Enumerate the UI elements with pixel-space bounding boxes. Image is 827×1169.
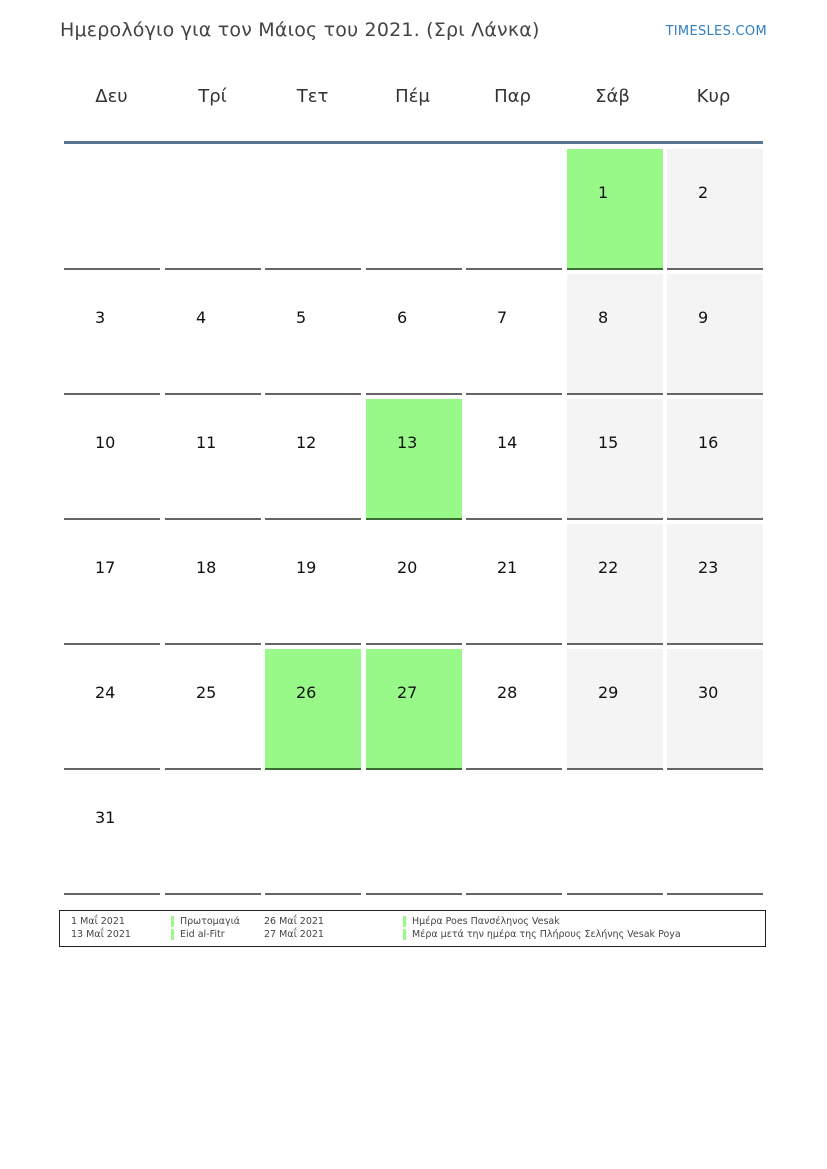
weekend-day-cell[interactable] xyxy=(667,399,763,520)
weekend-day-cell[interactable] xyxy=(567,524,663,645)
day-number: 12 xyxy=(296,433,317,452)
legend-holiday-name: Πρωτομαγιά xyxy=(171,916,240,927)
weekend-day-cell[interactable] xyxy=(667,274,763,395)
day-cell[interactable] xyxy=(366,274,462,395)
day-cell[interactable] xyxy=(265,524,361,645)
day-number: 18 xyxy=(196,558,217,577)
day-number: 9 xyxy=(698,308,709,327)
day-number: 15 xyxy=(598,433,619,452)
legend-holiday-name: Eid al-Fitr xyxy=(171,929,225,940)
day-number: 17 xyxy=(95,558,116,577)
day-cell[interactable] xyxy=(466,649,562,770)
day-cell[interactable] xyxy=(466,274,562,395)
weekday-label: Τετ xyxy=(296,86,329,107)
day-cell[interactable] xyxy=(265,399,361,520)
weekend-day-cell[interactable] xyxy=(567,399,663,520)
calendar-grid xyxy=(64,149,763,895)
day-cell[interactable] xyxy=(466,524,562,645)
weekday-label: Κυρ xyxy=(696,86,731,107)
empty-day-cell xyxy=(165,774,261,895)
day-cell[interactable] xyxy=(165,274,261,395)
day-cell[interactable] xyxy=(64,524,160,645)
day-cell[interactable] xyxy=(265,274,361,395)
empty-day-cell xyxy=(165,149,261,270)
day-number: 13 xyxy=(397,433,418,452)
page-title: Ημερολόγιο για τον Μάιος του 2021. (Σρι Λάνκα) xyxy=(60,19,540,41)
empty-day-cell xyxy=(667,774,763,895)
day-number: 19 xyxy=(296,558,317,577)
day-number: 5 xyxy=(296,308,307,327)
weekend-day-cell[interactable] xyxy=(567,649,663,770)
day-number: 7 xyxy=(497,308,508,327)
day-cell[interactable] xyxy=(165,524,261,645)
weekend-day-cell[interactable] xyxy=(667,149,763,270)
day-number: 14 xyxy=(497,433,518,452)
weekend-day-cell[interactable] xyxy=(567,274,663,395)
legend-holiday-name: Ημέρα Poes Πανσέληνος Vesak xyxy=(403,916,560,927)
day-number: 1 xyxy=(598,183,609,202)
day-cell[interactable] xyxy=(366,524,462,645)
day-number: 26 xyxy=(296,683,317,702)
day-number: 25 xyxy=(196,683,217,702)
holiday-day-cell[interactable] xyxy=(567,149,663,270)
day-number: 23 xyxy=(698,558,719,577)
weekday-header xyxy=(64,86,763,122)
holiday-day-cell[interactable] xyxy=(366,649,462,770)
day-number: 16 xyxy=(698,433,719,452)
day-number: 6 xyxy=(397,308,408,327)
empty-day-cell xyxy=(466,149,562,270)
holiday-day-cell[interactable] xyxy=(265,649,361,770)
empty-day-cell xyxy=(366,774,462,895)
day-number: 8 xyxy=(598,308,609,327)
day-number: 27 xyxy=(397,683,418,702)
day-number: 10 xyxy=(95,433,116,452)
day-cell[interactable] xyxy=(165,649,261,770)
legend-row xyxy=(60,916,765,929)
day-cell[interactable] xyxy=(466,399,562,520)
weekend-day-cell[interactable] xyxy=(667,524,763,645)
holiday-legend xyxy=(59,910,766,947)
day-number: 20 xyxy=(397,558,418,577)
day-cell[interactable] xyxy=(64,274,160,395)
legend-row xyxy=(60,929,765,942)
day-number: 3 xyxy=(95,308,106,327)
day-number: 21 xyxy=(497,558,518,577)
holiday-day-cell[interactable] xyxy=(366,399,462,520)
empty-day-cell xyxy=(64,149,160,270)
day-number: 24 xyxy=(95,683,116,702)
day-cell[interactable] xyxy=(64,774,160,895)
day-cell[interactable] xyxy=(64,649,160,770)
empty-day-cell xyxy=(265,774,361,895)
day-number: 11 xyxy=(196,433,217,452)
weekend-day-cell[interactable] xyxy=(667,649,763,770)
empty-day-cell xyxy=(366,149,462,270)
day-number: 4 xyxy=(196,308,207,327)
weekday-label: Παρ xyxy=(494,86,531,107)
header-divider xyxy=(64,141,763,144)
legend-date: 26 Μαΐ 2021 xyxy=(264,916,324,927)
empty-day-cell xyxy=(265,149,361,270)
day-number: 22 xyxy=(598,558,619,577)
day-number: 28 xyxy=(497,683,518,702)
legend-date: 27 Μαΐ 2021 xyxy=(264,929,324,940)
legend-date: 13 Μαΐ 2021 xyxy=(71,929,131,940)
day-number: 2 xyxy=(698,183,709,202)
empty-day-cell xyxy=(466,774,562,895)
day-cell[interactable] xyxy=(64,399,160,520)
brand-logo[interactable]: TIMESLES.COM xyxy=(665,24,767,39)
legend-holiday-name: Μέρα μετά την ημέρα της Πλήρους Σελήνης Vesak Poya xyxy=(403,929,681,940)
weekday-label: Δευ xyxy=(95,86,128,107)
weekday-label: Τρί xyxy=(198,86,227,107)
day-number: 31 xyxy=(95,808,116,827)
day-number: 30 xyxy=(698,683,719,702)
empty-day-cell xyxy=(567,774,663,895)
weekday-label: Πέμ xyxy=(395,86,430,107)
legend-date: 1 Μαΐ 2021 xyxy=(71,916,125,927)
weekday-label: Σάβ xyxy=(595,86,630,107)
day-number: 29 xyxy=(598,683,619,702)
day-cell[interactable] xyxy=(165,399,261,520)
